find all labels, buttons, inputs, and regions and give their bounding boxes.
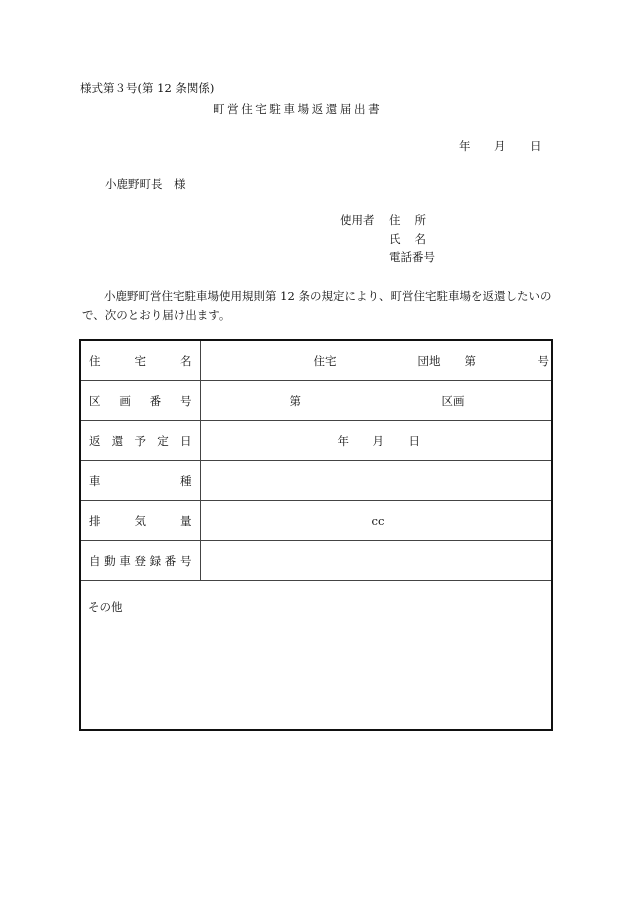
field-displacement[interactable] [200,501,552,541]
field-lot-number[interactable] [200,381,552,421]
field-registration-number[interactable] [200,541,552,581]
label-return-date [80,421,200,461]
label-char: 番 [149,393,162,408]
label-char: 排 [89,513,101,528]
applicant-address-label: 住所 [389,213,440,227]
label-char: 号 [179,393,192,408]
label-char: 還 [111,433,124,448]
label-lot-number [80,381,200,421]
form-number: 様式第３号(第 12 条関係) [80,81,215,95]
go-suffix: 号 [537,353,549,368]
date-month: 月 [494,139,506,153]
label-char: 録 [149,553,162,568]
danchi-suffix: 団地 [417,353,441,368]
field-return-date[interactable] [200,421,552,461]
applicant-phone-label: 電話番号 [389,250,435,264]
label-char: 画 [119,393,131,408]
label-char: 予 [134,433,146,448]
label-char: 区 [89,393,101,408]
row-housing-name [80,340,552,381]
return-year: 年 [337,433,349,448]
label-other: その他 [88,600,123,614]
row-lot-number [80,381,552,421]
date-year: 年 [459,139,471,153]
label-char: 名 [180,353,192,368]
label-char: 日 [180,433,192,448]
label-char: 定 [157,433,169,448]
lot-dai-prefix: 第 [289,393,301,408]
label-char: 量 [180,513,192,528]
body-text: 小鹿野町営住宅駐車場使用規則第 12 条の規定により、町営住宅駐車場を返還したいので、次のとおり届け出ます。 [82,289,552,322]
housing-suffix: 住宅 [313,353,337,368]
label-vehicle-type [80,461,200,501]
field-other[interactable] [80,581,552,731]
row-displacement [80,501,552,541]
row-return-date [80,421,552,461]
field-housing-name[interactable] [200,340,552,381]
label-char: 号 [179,553,192,568]
field-vehicle-type[interactable] [200,461,552,501]
document-title: 町営住宅駐車場返還届出書 [213,102,383,116]
label-char: 動 [104,553,116,568]
return-day: 日 [408,433,420,448]
label-housing-name [80,340,200,381]
applicant-name-label: 氏名 [389,232,440,246]
row-vehicle-type [80,461,552,501]
cc-unit: cc [371,513,385,528]
label-char: 返 [89,433,101,448]
label-char: 車 [119,553,131,568]
return-form-table [79,339,553,731]
label-char: 番 [164,553,177,568]
addressee: 小鹿野町長 様 [105,177,186,191]
label-char: 自 [89,553,101,568]
dai-prefix: 第 [464,353,476,368]
lot-kukaku-suffix: 区画 [441,393,465,408]
label-displacement [80,501,200,541]
label-char: 住 [89,353,101,368]
date-day: 日 [530,139,542,153]
return-month: 月 [372,433,384,448]
label-char: 車 [89,473,101,488]
label-registration-number [80,541,200,581]
label-char: 種 [180,473,192,488]
row-other [80,581,552,731]
row-registration-number [80,541,552,581]
label-char: 宅 [134,353,146,368]
label-char: 気 [134,513,146,528]
applicant-label: 使用者 [340,213,375,227]
label-char: 登 [134,553,146,568]
